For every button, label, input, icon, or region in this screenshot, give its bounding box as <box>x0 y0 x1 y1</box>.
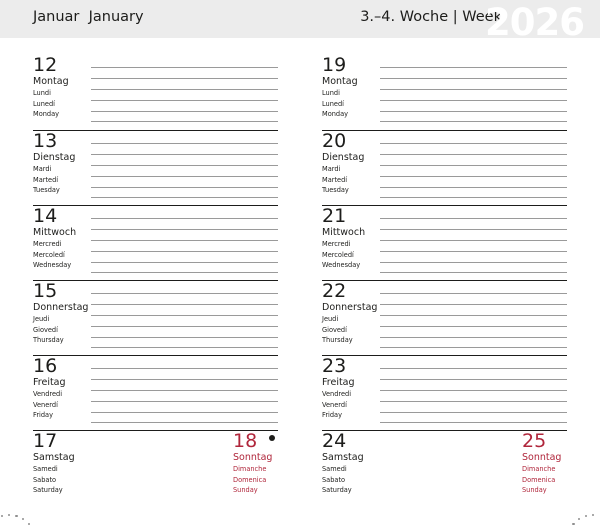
day-name-italian: Venerdí <box>322 401 347 409</box>
day-number: 16 <box>33 355 58 377</box>
day-name-italian: Sabato <box>33 476 57 484</box>
day-number: 14 <box>33 205 58 227</box>
day-name-french: Jeudi <box>322 315 339 323</box>
day-name: Freitag <box>322 377 355 388</box>
day-name-english: Tuesday <box>322 186 349 194</box>
day-name-french: Mercredi <box>33 240 62 248</box>
day-name-french: Vendredi <box>322 390 352 398</box>
day-number: 12 <box>33 54 58 76</box>
sunday-name: Sonntag <box>522 452 562 463</box>
day-name-french: Mercredi <box>322 240 351 248</box>
day-name-italian: Mercoledí <box>322 251 354 259</box>
day-name-english: Monday <box>322 110 349 118</box>
day-name-english: Wednesday <box>33 261 72 269</box>
day-number: 24 <box>322 430 347 452</box>
day-name-english: Thursday <box>322 336 353 344</box>
month-title: Januar January <box>33 9 144 25</box>
day-name-italian: Lunedí <box>322 100 344 108</box>
day-name-english: Thursday <box>33 336 64 344</box>
ring-dot <box>585 515 587 517</box>
sunday-number: 18 <box>233 430 258 452</box>
year-watermark: 2026 <box>485 1 584 38</box>
day-number: 23 <box>322 355 347 377</box>
ring-dot <box>578 518 580 520</box>
day-name-french: Mardi <box>33 165 52 173</box>
ring-dot <box>1 515 3 517</box>
ring-dot <box>572 523 574 525</box>
sunday-name-french: Dimanche <box>522 465 556 473</box>
sunday-name-italian: Domenica <box>233 476 267 484</box>
day-name: Montag <box>33 76 69 87</box>
day-name-italian: Mercoledí <box>33 251 65 259</box>
ring-dot <box>28 523 30 525</box>
day-number: 20 <box>322 130 347 152</box>
week-range: 3.–4. Woche | Week <box>360 9 502 25</box>
ring-dot <box>22 518 24 520</box>
day-number: 19 <box>322 54 347 76</box>
day-name-english: Saturday <box>33 486 63 494</box>
day-number: 22 <box>322 280 347 302</box>
sunday-name-french: Dimanche <box>233 465 267 473</box>
ring-dot <box>8 514 10 516</box>
day-name: Montag <box>322 76 358 87</box>
sunday-number: 25 <box>522 430 547 452</box>
day-name-italian: Venerdí <box>33 401 58 409</box>
day-name-english: Wednesday <box>322 261 361 269</box>
day-name: Donnerstag <box>33 302 89 313</box>
sunday-name: Sonntag <box>233 452 273 463</box>
sunday-name-english: Sunday <box>233 486 258 494</box>
day-name-italian: Martedí <box>322 176 348 184</box>
day-name-italian: Sabato <box>322 476 346 484</box>
day-name-french: Samedi <box>33 465 58 473</box>
day-name-english: Friday <box>322 411 342 419</box>
sunday-name-english: Sunday <box>522 486 547 494</box>
day-name-italian: Martedí <box>33 176 59 184</box>
day-name-english: Saturday <box>322 486 352 494</box>
day-name: Freitag <box>33 377 66 388</box>
day-name: Samstag <box>322 452 364 463</box>
day-name-french: Jeudi <box>33 315 50 323</box>
day-name: Dienstag <box>322 152 365 163</box>
day-number: 21 <box>322 205 347 227</box>
day-name: Mittwoch <box>33 227 77 238</box>
day-name-italian: Lunedí <box>33 100 55 108</box>
day-name-french: Vendredi <box>33 390 63 398</box>
day-name-english: Monday <box>33 110 60 118</box>
day-name-italian: Giovedí <box>322 326 347 334</box>
ring-dot <box>592 514 594 516</box>
day-name: Donnerstag <box>322 302 378 313</box>
ring-dot <box>15 515 17 517</box>
day-name: Samstag <box>33 452 75 463</box>
day-name-italian: Giovedí <box>33 326 58 334</box>
day-number: 15 <box>33 280 58 302</box>
day-name-french: Mardi <box>322 165 341 173</box>
day-number: 13 <box>33 130 58 152</box>
day-name-english: Friday <box>33 411 53 419</box>
day-name-french: Lundi <box>33 89 51 97</box>
day-name-english: Tuesday <box>33 186 60 194</box>
day-number: 17 <box>33 430 58 452</box>
day-name: Mittwoch <box>322 227 366 238</box>
day-name: Dienstag <box>33 152 76 163</box>
day-name-french: Lundi <box>322 89 340 97</box>
day-name-french: Samedi <box>322 465 347 473</box>
sunday-name-italian: Domenica <box>522 476 556 484</box>
